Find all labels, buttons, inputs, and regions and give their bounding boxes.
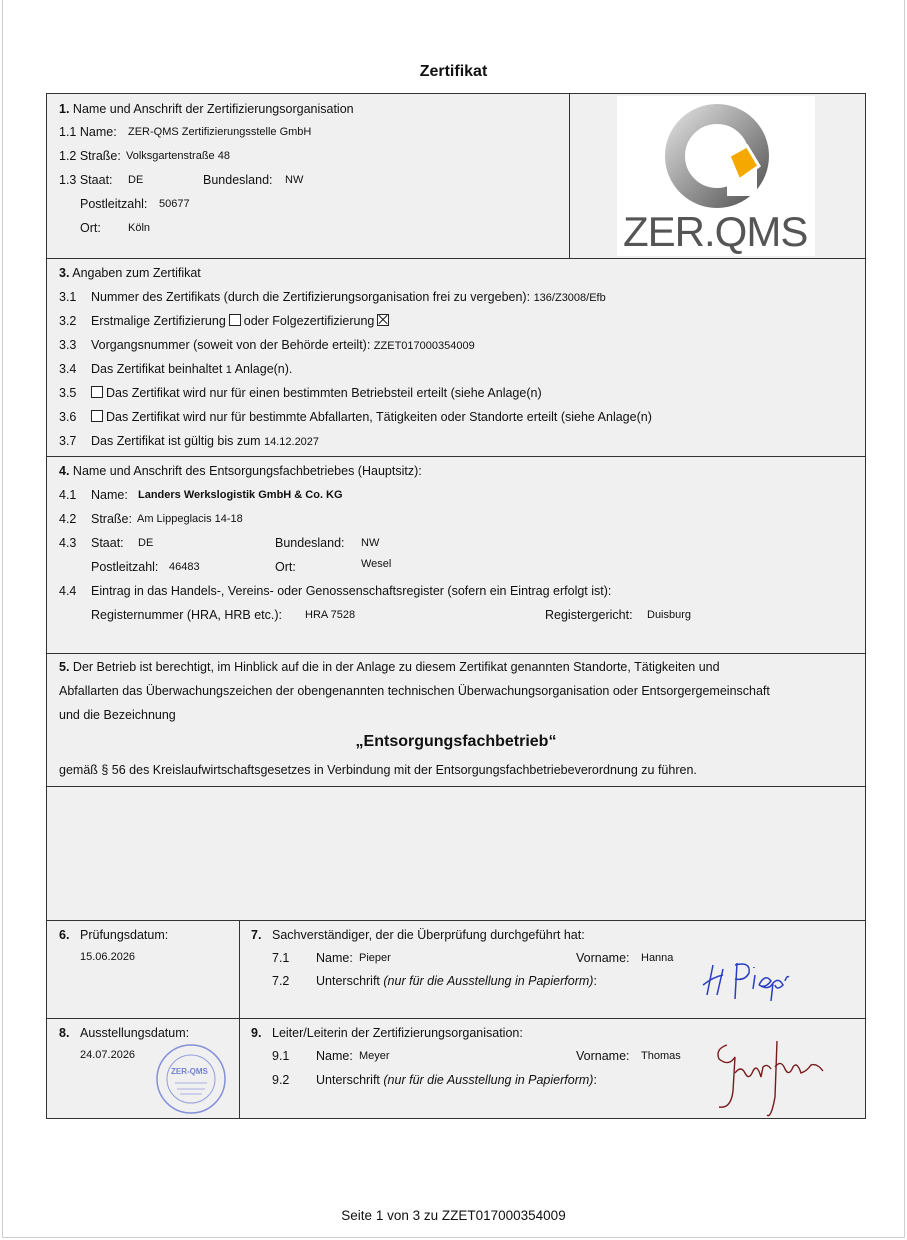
waste-types-checkbox[interactable] xyxy=(91,410,103,422)
expert-name: Pieper xyxy=(359,952,391,964)
signature-colon: : xyxy=(593,974,597,988)
signature-note: (nur für die Ausstellung in Papierform) xyxy=(383,1073,594,1087)
section-number: 8. xyxy=(59,1026,70,1040)
state-label: 1.3 Staat: xyxy=(59,173,113,187)
section-number: 6. xyxy=(59,928,70,942)
org-state: DE xyxy=(128,174,144,186)
exam-date-label: Prüfungsdatum: xyxy=(80,928,169,942)
company-city: Wesel xyxy=(361,558,392,570)
page-footer: Seite 1 von 3 zu ZZET017000354009 xyxy=(341,1208,566,1223)
head-firstname-label: Vorname: xyxy=(576,1049,630,1063)
divider xyxy=(239,1019,240,1118)
attachment-label: Das Zertifikat beinhaltet xyxy=(91,362,223,376)
follow-cert-checkbox[interactable] xyxy=(377,314,389,326)
company-name-label: Name: xyxy=(91,488,128,502)
head-name: Meyer xyxy=(359,1050,390,1062)
item-number: 3.6 xyxy=(59,410,77,424)
expert-firstname-label: Vorname: xyxy=(576,951,630,965)
item-number: 3.4 xyxy=(59,362,77,376)
land-label: Bundesland: xyxy=(203,173,273,187)
city-label: Ort: xyxy=(80,221,101,235)
section-number: 4. xyxy=(59,464,70,478)
first-cert-label: Erstmalige Zertifizierung xyxy=(91,314,226,328)
company-street: Am Lippeglacis 14-18 xyxy=(137,513,243,525)
item-number: 7.2 xyxy=(272,974,290,988)
company-heading: Name und Anschrift des Entsorgungsfachbetriebes (Hauptsitz): xyxy=(72,464,422,478)
item-number: 9.2 xyxy=(272,1073,290,1087)
authorization-line-2: Abfallarten das Überwachungszeichen der obengenannten technischen Überwachungsorganisation oder Entsorgergemeinschaft xyxy=(59,684,770,698)
org-section xyxy=(46,93,866,259)
waste-types-label: Das Zertifikat wird nur für bestimmte Abfallarten, Tätigkeiten oder Standorte erteilt (siehe Anlage(n) xyxy=(106,410,652,424)
item-number: 4.4 xyxy=(59,584,77,598)
divider xyxy=(569,94,570,258)
company-land: NW xyxy=(361,537,380,549)
business-part-label: Das Zertifikat wird nur für einen bestimmten Betriebsteil erteilt (siehe Anlage(n) xyxy=(106,386,542,400)
attachment-count: 1 xyxy=(225,364,232,376)
register-court-label: Registergericht: xyxy=(545,608,633,622)
head-name-label: Name: xyxy=(316,1049,353,1063)
process-number-value: ZZET017000354009 xyxy=(373,340,475,352)
item-number: 7.1 xyxy=(272,951,290,965)
org-city: Köln xyxy=(128,222,151,234)
street-label: 1.2 Straße: xyxy=(59,149,121,163)
register-court: Duisburg xyxy=(647,609,692,621)
item-number: 4.2 xyxy=(59,512,77,526)
expert-signature xyxy=(699,955,799,1005)
business-part-checkbox[interactable] xyxy=(91,386,103,398)
issue-date: 24.07.2026 xyxy=(80,1049,136,1061)
item-number: 3.7 xyxy=(59,434,77,448)
org-zip: 50677 xyxy=(159,198,190,210)
issuance-section xyxy=(46,1018,866,1119)
register-number: HRA 7528 xyxy=(305,609,356,621)
blank-area xyxy=(46,786,866,922)
head-heading: Leiter/Leiterin der Zertifizierungsorganisation: xyxy=(272,1026,523,1040)
signature-note: (nur für die Ausstellung in Papierform) xyxy=(383,974,594,988)
register-text: Eintrag in das Handels-, Vereins- oder Genossenschaftsregister (sofern ein Eintrag erfolgt ist): xyxy=(91,584,612,598)
section-number: 9. xyxy=(251,1026,262,1040)
attachment-suffix: Anlage(n). xyxy=(234,362,293,376)
org-land: NW xyxy=(285,174,304,186)
divider xyxy=(239,921,240,1019)
page-title: Zertifikat xyxy=(419,63,488,80)
logo-text: ZER.QMS xyxy=(623,208,808,255)
org-name: ZER-QMS Zertifizierungsstelle GmbH xyxy=(128,126,312,138)
company-name: Landers Werkslogistik GmbH & Co. KG xyxy=(138,489,343,501)
company-city-label: Ort: xyxy=(275,560,296,574)
authorization-section xyxy=(46,653,866,787)
company-zip: 46483 xyxy=(169,561,200,573)
section-number: 3. xyxy=(59,266,70,280)
company-land-label: Bundesland: xyxy=(275,536,345,550)
valid-until-value: 14.12.2027 xyxy=(263,436,320,448)
company-zip-label: Postleitzahl: xyxy=(91,560,159,574)
org-street: Volksgartenstraße 48 xyxy=(126,150,230,162)
first-cert-checkbox[interactable] xyxy=(229,314,241,326)
cert-heading: Angaben zum Zertifikat xyxy=(72,266,201,280)
official-stamp xyxy=(153,1041,229,1117)
item-number: 3.1 xyxy=(59,290,77,304)
item-number: 3.5 xyxy=(59,386,77,400)
follow-cert-label: oder Folgezertifizierung xyxy=(243,314,375,328)
company-state: DE xyxy=(138,537,154,549)
company-street-label: Straße: xyxy=(91,512,132,526)
designation-title: „Entsorgungsfachbetrieb“ xyxy=(355,733,557,750)
item-number: 3.2 xyxy=(59,314,77,328)
item-number: 9.1 xyxy=(272,1049,290,1063)
head-signature xyxy=(711,1037,833,1121)
expert-firstname: Hanna xyxy=(641,952,674,964)
process-number-label: Vorgangsnummer (soweit von der Behörde erteilt): xyxy=(91,338,371,352)
authorization-line-1: Der Betrieb ist berechtigt, im Hinblick auf die in der Anlage zu diesem Zertifikat genannten Standorte, Tätigkeiten und xyxy=(72,660,720,674)
examination-section xyxy=(46,920,866,1020)
expert-signature-label: Unterschrift xyxy=(316,974,380,988)
item-number: 4.1 xyxy=(59,488,77,502)
company-state-label: Staat: xyxy=(91,536,124,550)
company-section xyxy=(46,456,866,654)
exam-date: 15.06.2026 xyxy=(80,951,136,963)
cert-number-label: Nummer des Zertifikats (durch die Zertifizierungsorganisation frei zu vergeben): xyxy=(91,290,531,304)
zip-label: Postleitzahl: xyxy=(80,197,148,211)
valid-until-label: Das Zertifikat ist gültig bis zum xyxy=(91,434,261,448)
expert-name-label: Name: xyxy=(316,951,353,965)
item-number: 4.3 xyxy=(59,536,77,550)
register-number-label: Registernummer (HRA, HRB etc.): xyxy=(91,608,283,622)
stamp-text: ZER-QMS xyxy=(171,1067,208,1076)
authorization-line-3: und die Bezeichnung xyxy=(59,708,176,722)
zer-qms-logo xyxy=(617,96,815,256)
head-firstname: Thomas xyxy=(641,1050,681,1062)
head-signature-label: Unterschrift xyxy=(316,1073,380,1087)
section-number: 7. xyxy=(251,928,262,942)
org-heading: Name und Anschrift der Zertifizierungsorganisation xyxy=(72,102,354,116)
expert-heading: Sachverständiger, der die Überprüfung durchgeführt hat: xyxy=(272,928,585,942)
item-number: 3.3 xyxy=(59,338,77,352)
section-number: 5. xyxy=(59,660,70,674)
section-number: 1. xyxy=(59,102,70,116)
cert-number-value: 136/Z3008/Efb xyxy=(533,292,606,304)
issue-date-label: Ausstellungsdatum: xyxy=(80,1026,190,1040)
authorization-line-4: gemäß § 56 des Kreislaufwirtschaftsgesetzes in Verbindung mit der Entsorgungsfachbetriebeverordnung zu führen. xyxy=(59,763,697,777)
certificate-section xyxy=(46,258,866,457)
signature-colon: : xyxy=(593,1073,597,1087)
name-label: 1.1 Name: xyxy=(59,125,117,139)
